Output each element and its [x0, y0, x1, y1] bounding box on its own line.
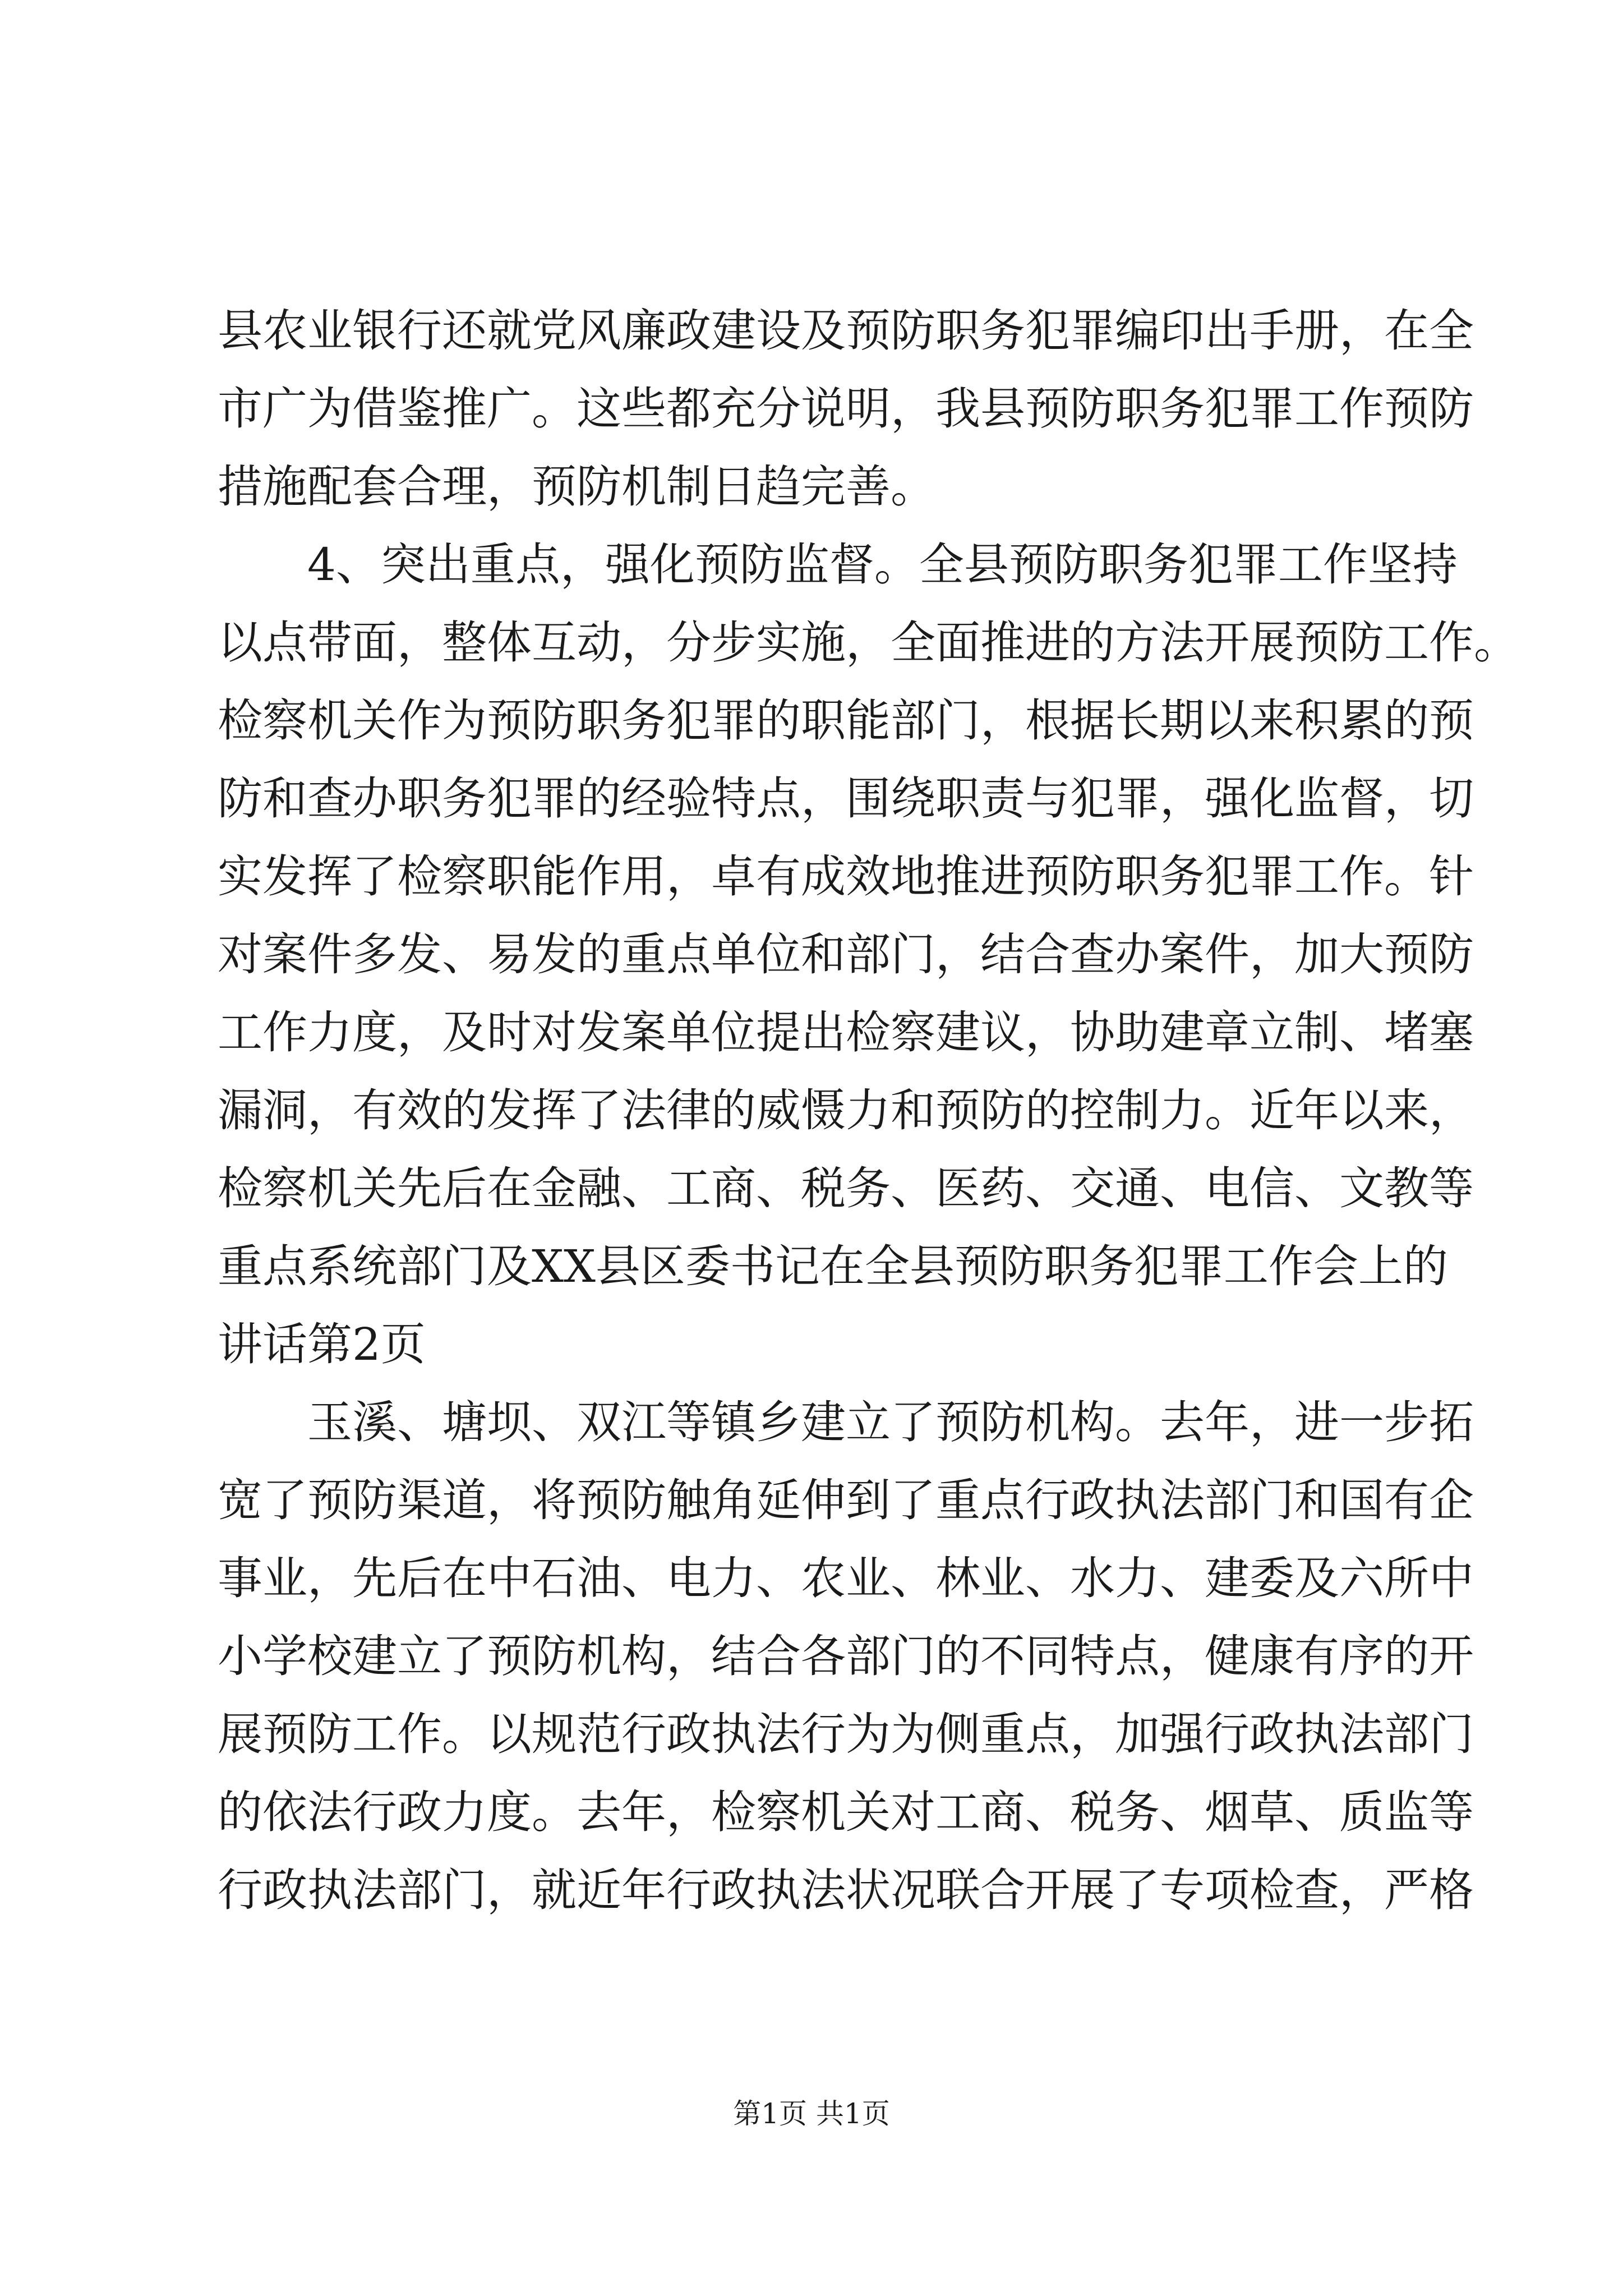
text-line: 市广为借鉴推广。这些都充分说明，我县预防职务犯罪工作预防: [218, 383, 1474, 435]
text-line: 以点带面，整体互动，分步实施，全面推进的方法开展预防工作。: [218, 616, 1519, 669]
text-line: 措施配套合理，预防机制日趋完善。: [218, 461, 935, 513]
text-line: 4、突出重点，强化预防监督。全县预防职务犯罪工作坚持: [218, 539, 1458, 591]
paragraph-2: [218, 526, 1519, 1383]
text-line: 检察机关作为预防职务犯罪的职能部门，根据长期以来积累的预: [218, 694, 1474, 747]
text-line: 县农业银行还就党风廉政建设及预防职务犯罪编印出手册，在全: [218, 305, 1474, 357]
text-line: 行政执法部门，就近年行政执法状况联合开展了专项检查，严格: [218, 1864, 1474, 1916]
paragraph-3: [218, 1383, 1474, 1929]
text-line: 对案件多发、易发的重点单位和部门，结合查办案件，加大预防: [218, 928, 1474, 981]
text-line: 宽了预防渠道，将预防触角延伸到了重点行政执法部门和国有企: [218, 1474, 1474, 1526]
text-line: 事业，先后在中石油、电力、农业、林业、水力、建委及六所中: [218, 1552, 1474, 1604]
text-line: 重点系统部门及XX县区委书记在全县预防职务犯罪工作会上的: [218, 1240, 1448, 1292]
text-line: 工作力度，及时对发案单位提出检察建议，协助建章立制、堵塞: [218, 1006, 1474, 1059]
text-line: 讲话第2页: [218, 1318, 426, 1370]
text-line: 展预防工作。以规范行政执法行为为侧重点，加强行政执法部门: [218, 1708, 1474, 1760]
text-line: 实发挥了检察职能作用，卓有成效地推进预防职务犯罪工作。针: [218, 850, 1474, 903]
text-line: 防和查办职务犯罪的经验特点，围绕职责与犯罪，强化监督，切: [218, 772, 1474, 825]
paragraph-1: [218, 292, 1474, 526]
document-body: [218, 292, 1519, 1929]
text-line: 玉溪、塘坝、双江等镇乡建立了预防机构。去年，进一步拓: [218, 1396, 1474, 1448]
text-line: 小学校建立了预防机构，结合各部门的不同特点，健康有序的开: [218, 1630, 1474, 1682]
page-footer: 第1页 共1页: [733, 2097, 890, 2130]
text-line: 检察机关先后在金融、工商、税务、医药、交通、电信、文教等: [218, 1162, 1474, 1214]
text-line: 漏洞，有效的发挥了法律的威慑力和预防的控制力。近年以来，: [218, 1084, 1474, 1137]
text-line: 的依法行政力度。去年，检察机关对工商、税务、烟草、质监等: [218, 1786, 1474, 1838]
